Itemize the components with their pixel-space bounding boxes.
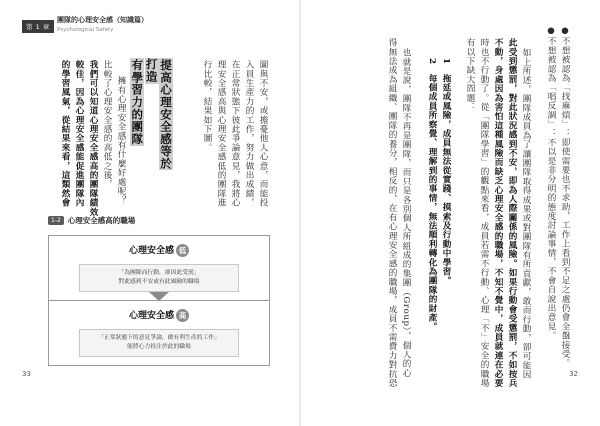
- body-column: 圖與不安，或擔憂他人心意，而能投: [258, 60, 269, 208]
- numbered-item: 2 每個成員所察覺、理解到的事情，無法順利轉化為團隊的財產。: [427, 58, 438, 332]
- body-column: 時也不行動了。從「團隊學習」的觀點來看，成員若需不行動、心理「不」安全的職場: [479, 38, 490, 388]
- page-number: 32: [569, 370, 578, 378]
- low-badge: 低: [176, 244, 189, 257]
- diagram-title: [49, 308, 269, 322]
- quote-line: 能將心力投注於此的職場: [127, 343, 191, 350]
- figure-number: 1-2: [48, 216, 64, 225]
- diagram-title-text: 心理安全感: [128, 311, 174, 321]
- body-column: 有以下缺大問題：: [465, 38, 476, 112]
- diagram-quote: [79, 329, 239, 357]
- bold-column: 的學習風氣，從結果來看，這類然會: [60, 60, 71, 208]
- chapter-title: 團隊的心理安全感（知識篇）: [57, 16, 148, 24]
- figure-title: 心理安全感高的職場: [67, 216, 136, 225]
- body-column: 如上所述，團隊成員為了讓團隊取得成果或對團隊有所貢獻，敢而行動，卻可能因: [521, 48, 532, 380]
- quote-line: 「為團隊而行動，卻因此受罰」: [118, 270, 200, 276]
- numbered-item: 1 拖延或風險，成員無法從實踐、摸索及行動中學習。: [441, 58, 452, 286]
- heading-line: 有學習力的團隊: [130, 59, 145, 146]
- diagram-title: [49, 243, 269, 257]
- figure-label: [48, 215, 135, 226]
- body-column: 此受到懲罰，對此狀況感到不安，即為人際關係的風險。如果行動會受懲罰，不如按兵: [507, 38, 518, 388]
- body-column: 入員生產力的工作，努力做出成績，: [244, 60, 255, 208]
- diagram-title-text: 心理安全感: [128, 246, 174, 256]
- diagram-quote: [79, 264, 239, 292]
- quote-line: 對此感到不安或有此風險的職場: [118, 278, 200, 285]
- body-column: 在正常狀態下彼此爭論意見，我將心: [230, 60, 241, 208]
- bold-column: 較佳，因為心理安全感能促進團隊內: [74, 60, 85, 208]
- body-column: 擁有心理安全感有什麼好處呢？: [116, 76, 127, 205]
- page-number: 33: [22, 370, 31, 378]
- body-column: 不動，身處因為害怕這種風險而缺乏心理安全感的職場，不知不覺中，成員就連在必要: [493, 38, 504, 388]
- body-column: 得無法成為組織、團隊的養分，相反的，在有心理安全感的職場，成員不需費力對抗恐: [387, 38, 398, 388]
- bullet-item: ●不想被認為「唱反調」：不以是非分明的態度討論事情，不會自說出意見。: [546, 26, 557, 341]
- bold-column: 我們可以知道心理安全感高的團隊績效: [88, 60, 99, 217]
- chapter-tag: 第 1 章: [22, 20, 54, 33]
- section-heading: [130, 58, 173, 170]
- body-column: 行比較，結果如下圖。: [202, 60, 213, 152]
- body-column: 理安全感高與心理安全感低的團隊進: [216, 60, 227, 208]
- diagram-high-safety: [48, 300, 270, 366]
- heading-line: 提高心理安全感等於打造: [144, 58, 173, 170]
- body-column: 比較了心理安全感的高低之後，: [102, 60, 113, 189]
- quote-line: 「正常狀態下的意見爭論，做有利生產的工作」: [98, 335, 220, 341]
- body-column: 也就是說，團隊不再是團隊，而只是各別個人所組成的集團（Group），個人的心: [401, 48, 412, 378]
- right-page: [300, 0, 600, 426]
- chapter-subtitle: Psychological Safety: [57, 27, 114, 33]
- high-badge: 高: [176, 309, 189, 322]
- bullet-item: ●不想被認為「找麻煩」：即使需要也不求助，工作上看到不足之處仍會全盤接受。: [560, 26, 571, 368]
